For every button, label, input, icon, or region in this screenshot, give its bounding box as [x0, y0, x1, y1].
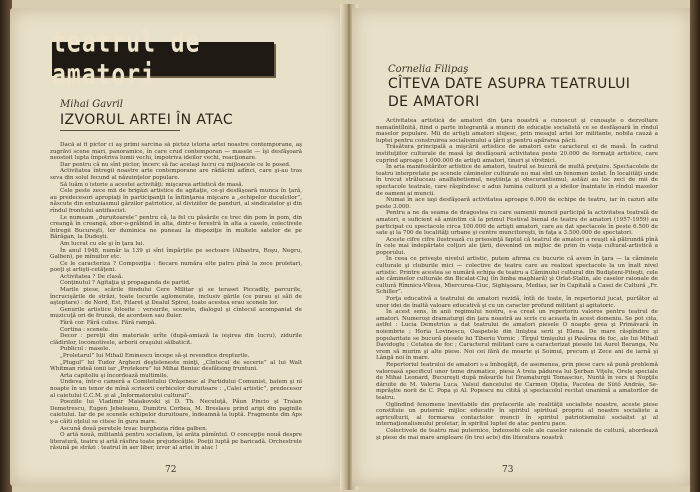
right-author: Cornelia Filipaş	[388, 64, 469, 75]
book-right-edge	[690, 0, 700, 492]
paragraph: Marile piese, scările fiindului Cere Militar şi se teraset Piccadily, parcurile, încrucişările de străzi, toate locurile aglomerate, inclusiv gările (ce purau şi săli de aşteptare) : de Nord, Est, Filaret şi Dealul Spirei, toate acestea erau scenele lor.	[50, 287, 302, 307]
paragraph: Undeva, într-o cameră a Comitetului Orăşenesc al Partidului Comunist, batem şi ni noapte în un tenor de mînă scrisorii cerbicelor duruitoare : „Calei artistic”, predecesor al caietului C.C.M. şi al „Informatorului cultural”.	[50, 379, 302, 399]
paragraph: Activitatea întregii noastre arte contemporane are rădăcini adînci, care şi-au tras seva din solul fecund al năzuinţelor populare.	[50, 168, 302, 181]
paragraph: În aria manifestărilor artistice de amatori, teatrul se bucură de multă preţuire. Spectacolele de teatru interpretate pe scenele căminelor culturale nu mai sînt un fenomen izolat. În localităţi unde în trecut străluceau analfabetismul, neştiinţa şi obscurantismul, astăzi au loc zeci de mii de spectacole teatrale, care răspîndesc e adus lumina culturii şi a ideilor înaintate în rîndul maselor de oameni ai muncii.	[376, 164, 658, 197]
paragraph: În acest sens, în anii regimului nostru, s-a creat un repertoriu valoros pentru teatrul de amatori. Numeroşi dramaturgi din ţara noastră au scris cu aceasta în acest domeniu. Se pot cita, astfel : Lucia Demetrius a dat teatrului de amatori piesele O noapte grea şi Primăvară în noiembrie ; Horia Lovinescu, Oaspetele din liniştea serii şi Elena. De mare răspîndire şi popularitate se bucură piesele lui Tiberiu Vornic : Tîrgul timişului şi Pasărea de foc, ale lui Mihail Davidoglu : Cetatea de foc ; Caracterul militant care a caracterizat piesele lui Aurel Baranga, Nu vrem să murim şi alte piese. Noi cei fără de moarte şi Soimul, precum şi Zece ani de iarnă şi Lângă noi în mare.	[376, 309, 658, 362]
paragraph: Ce le caracteriza ? Compoziţia : fiecare număra elte patru pînă la zece proletari, poeţi şi artişti-cetăţeni.	[50, 260, 302, 274]
left-article-body	[50, 142, 302, 454]
paragraph: Cele peste zece mii de brigăzi artistice de agitaţie, ce-şi desfăşoară munca în ţară, au predecesori apropiaţi în participanţii la înfiinţarea mişcare a „echipelor duculcilor”, născute din entuziasmul gărzilor patriotice, al diviziilor de panduri, al sindicatelor şi din rîndul frontului antifascist.	[50, 188, 302, 214]
paragraph: Numai în ace iaşi desfăşoară activitatea aproape 6.000 de echipe de teatru, iar în cazuri alte peste 3.000.	[376, 197, 658, 210]
paragraph: Trăsătura principală a mişcării artistice de amatori este caracterul ei de masă. În cadrul instituţiilor culturale de masă îşi desfăşoară activitatea peste 20.000 de formaţii artistice, care cuprind aproape 1.000.000 de artişti amatori, tineri şi vîrstnici.	[376, 144, 658, 164]
left-title-rule	[60, 130, 180, 131]
paragraph: Aceste cifre cifre ilustrează cu prisosinţă faptul că teatrul de amatori a reuşit să pătrundă pînă în cele mai îndepărtate colţuri ale ţării, devenind un mijloc de prim în viaţa cultural-artistică a poporului.	[376, 236, 658, 256]
paragraph: Publicul : masele.	[60, 346, 111, 353]
right-page-number: 73	[502, 465, 514, 475]
paragraph: Activitatea artistică de amatori din ţara noastră a cunoscut şi cunoaşte o dezvoltare nemaiîntîlnită, fiind o parte integrantă a muncii de educaţie socialistă ce se desfăşoară în rîndul maselor populare. Mii de artişti amatori slujesc, prin mesajul artei lor militante, nobila cauză a luptei pentru construirea socialismului a ţării şi pentru apărarea păcii.	[376, 118, 658, 144]
paragraph: Poeziile lui Vladimir Maiakovski şi D. Th. Neculuţă, Păun Pincio şi Traian Demetrescu, Eugen Jebeleanu, Dumitru Corbea, M. Breslasu prind aripi din paginile caietului. Iar de pe scenele echipelor duruitoare, îndeamnă la luptă. Fragmente din Aps ş-a căiti oţelul se citesc în gura mare.	[50, 399, 302, 425]
left-title: IZVORUL ARTEI ÎN ATAC	[60, 112, 234, 128]
paragraph: „Plugul” lui Tudor Arghezi deşteleneste minţi, „Cîntecul de secerie” al lui Walt Whitman rideă ionii iar „Protekoru” lui Mihai Beniuc desfătsing fruntuni.	[50, 359, 302, 373]
paragraph: Ascună două peretele treac burghezia rîdea galben.	[60, 425, 208, 432]
paragraph: În anul 1948, număr la 139 şi sînt împărţite pe sectoare (Albastru, Roşu, Negru, Galben), pe mînuitor etc.	[50, 247, 302, 261]
paragraph: Arta capitoliu şi încordează multimile.	[60, 372, 169, 379]
paragraph: Dar pentru că nu sînt pictor, încerc să fac acelaşi lucru cu mijloacele ce le posed.	[60, 161, 291, 168]
paragraph: „Proletarul” lui Mihail Eminescu începe să-şi revendice drepturile.	[60, 353, 250, 359]
left-author: Mihai Gavril	[60, 99, 123, 110]
paragraph: Fără cor. Fără culise. Fără rampă.	[60, 320, 157, 327]
paragraph: Oglindind fenomene inevitabile din prefacerile ale realităţii socialiste noastre, aceste piese constituie un puternic mijloc educativ în spiritul spiritual propriu al noastre socialiste a agriculturii, al formarea contactelor muncii în spiritul patriotismului socialist şi al internaţionalismului proletar, în spiritul luptei de atac pentru pace.	[376, 401, 658, 428]
paragraph: Dacă ai fi pictor ci aş primi sarcina să pictez istoria artei noastre contemporane, aş zugrăvi scene mari, panoramice, în care crud contemporan — masele — îşi desfăşoară neostoit lupta împotriva lumii vechi, împotriva ideilor vechi, reacţionare.	[50, 142, 302, 162]
paragraph: În ceea ce priveşte nivelul artistic, putem afirma cu bucurie că avem în ţara — la căminele culturale şi cluburile mici — colective de teatru care au realizat spectacole la un înalt nivel artistic. Printre acestea se numără echipa de teatru a Căminului cultural din Budişteni-Piteşti, cele ale căminelor culturale din Bicalat-Cluj (în limba maghiară) şi Orlat-Stalin, ale caselor raionale de cultură Rîmnicu-Vîlcea, Miercurea-Ciuc, Sighişoara, Medias, iar în Capitală a Casei de Cultură „Fr. Schiller”.	[376, 256, 658, 296]
paragraph: O artă nouă, militantă pentru socialism, îşi arăta pămîntul. O concepţie nouă despre literatură, teatru şi artă răsfira toate prejudecăţile. Poeţii luptă pe baricadă. Orchestrele răsună pe străzi : teatrul în aer liber, izvor al artei în atac !	[50, 432, 302, 452]
paragraph: Repertoriul teatrului de amatori s-a îmbogăţit, de asemenea, prin piese care să pună problemă valoroasă specificul unor teme dramatice, piesa A treia pădurea lui Şerban Viţelu, Orele speciale de Mihai Leonard, Bucureşti după măsurile lui Dramaturgii Tomasciuc, Nuntă în vers şi Nopţile dăruite de M. Valeria Luca, Valsul dancelului de Carmen Oţelia, Pacolea de Sütő András, Se-mprăştie norii de C. Popa şi Al. Popescu nu citită şi spectacolul recitat unanimă a amatorilor de teatru.	[376, 361, 658, 401]
right-title-line2: DE AMATORI	[388, 94, 480, 110]
paragraph: Am lucrat cu ele şi în ţara lui.	[60, 240, 145, 247]
paragraph: Decor : pereţii din materiale urîte (după-amiază la ieşirea din lucru), zidurile clădirilor, locomotivele, arborii oraşului sălbaticit.	[50, 333, 302, 346]
paragraph: Pentru a ne da seama de dragostea cu care oamenii muncii participă la activitatea teatrală de amatori, e suficient să amintim că la primul Festival bienal de teatru de amatori (1957-1959) au participat cu spectacole circa 100.000 de artişti amatori, care au dat spectacole în peste 6.500 de sate şi la 700 de localităţi urbane şi centre muncitoreşti, în faţa a 3.500.000 de spectatori.	[376, 210, 658, 237]
paragraph: Activitatea ? De clasă.	[60, 273, 124, 280]
section-header-text: teatrul de amatori	[52, 26, 201, 92]
left-page	[10, 8, 345, 486]
paragraph: Forţa educativă a teatrului de amatori rezidă, întîi de toate, în repertoriul jucat, purtător al unor idei de înaltă valoare educativă şi cu un caracter profund militant şi agitatoric.	[376, 296, 658, 309]
right-article-body	[376, 118, 658, 454]
paragraph: Conţinutul ? Agitaţia şi propaganda de partid.	[60, 280, 191, 287]
right-page	[352, 8, 692, 486]
section-header-banner	[52, 26, 274, 92]
paragraph: Cortina : scenele.	[60, 326, 110, 333]
paragraph: Le numeam „duruitoarele” pentru că, la fel cu păsările ce trec din pom în pom, din creangă în creangă, zbor-o-grăbind în alta, dintr-o ferestră în alta a casele, colectivele întregii Bucureşti, ler duminica ne puneau la dispoziţie în multele satelor de pe Bărăgan, la Dudeşti.	[50, 214, 302, 241]
paragraph: Să luăm o istorie a acestei activităţi: mişcarea artistică de masă.	[60, 181, 244, 188]
paragraph: Colectivele de teatru mai puternice, îndeosebi cele ale caselor raionale de cultură, abordează şi piese de mai mare amploare (în trei acte) din literatura noastră	[376, 427, 658, 441]
right-title-line1: CÎTEVA DATE ASUPRA TEATRULUI	[388, 76, 631, 92]
paragraph: Genurile artistice folosite : versurile, scenete, dialogul şi cîntecul acompaniat de muzicuţă ori de frunză, de acordeon sau fluier.	[50, 306, 302, 320]
left-page-number: 72	[165, 465, 177, 475]
